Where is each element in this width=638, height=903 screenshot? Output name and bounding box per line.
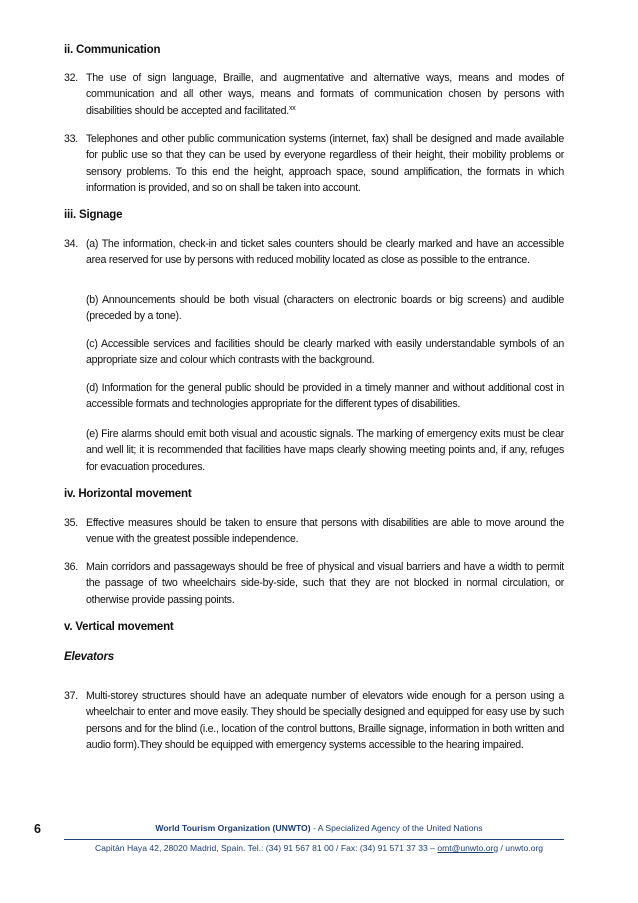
paragraph-number: 33. (64, 133, 78, 145)
paragraph-34b: (b) Announcements should be both visual (characters on electronic boards or big screens) and audible (preceded by a tone). (86, 294, 564, 323)
paragraph-35 (64, 515, 564, 548)
paragraph-number: 36. (64, 561, 78, 573)
paragraph-32 (64, 70, 564, 119)
paragraph-text: Multi-storey structures should have an adequate number of elevators wide enough for a person using a wheelchair to enter and move easily. They should be specially designed and equipped for easy use by such persons and for the blind (i.e., location of the control buttons, Braille signage, information in both written and audio form).They should be equipped with emergency systems accessible to the hearing impaired. (86, 690, 564, 752)
organization-tagline: - A Specialized Agency of the United Nations (310, 823, 483, 833)
heading-horizontal-movement: iv. Horizontal movement (64, 488, 192, 500)
paragraph-34 (64, 236, 564, 269)
footnote-ref: xx (288, 104, 296, 112)
paragraph-37 (64, 688, 564, 754)
paragraph-33 (64, 131, 564, 197)
page-number: 6 (34, 822, 41, 836)
paragraph-text: Effective measures should be taken to ensure that persons with disabilities are able to move around the venue with the greatest possible independence. (86, 517, 564, 546)
paragraph-36 (64, 559, 564, 608)
address-text: Capitán Haya 42, 28020 Madrid, Spain. Tel.: (34) 91 567 81 00 / Fax: (34) 91 571 37 33 – (94, 843, 438, 853)
paragraph-number: 37. (64, 690, 78, 702)
heading-communication: ii. Communication (64, 44, 161, 56)
paragraph-text: Telephones and other public communication systems (internet, fax) shall be designed and made available for public use so that they can be used by everyone regardless of their height, their mobility problems or sensory problems. To this end the height, approach space, sound amplification, the formats in which information is provided, and so on shall be taken into account. (86, 133, 564, 195)
paragraph-34e: (e) Fire alarms should emit both visual and acoustic signals. The marking of emergency exits must be clear and well lit; it is recommended that facilities have maps clearly showing meeting points and, if any, refuges for evacuation procedures. (86, 428, 564, 473)
paragraph-number: 35. (64, 517, 78, 529)
paragraph-number: 32. (64, 72, 78, 84)
footer-organization (0, 823, 638, 833)
organization-name: World Tourism Organization (UNWTO) (155, 823, 311, 833)
website-text: unwto.org (505, 843, 544, 853)
paragraph-text: The use of sign language, Braille, and augmentative and alternative ways, means and modes of communication and all other ways, means and formats of communication chosen by persons with disabilities should be accepted and facilitated. (86, 72, 564, 117)
paragraph-34c: (c) Accessible services and facilities should be clearly marked with easily understandable symbols of an appropriate size and colour which contrasts with the background. (86, 338, 564, 367)
paragraph-text: (a) The information, check-in and ticket sales counters should be clearly marked and have an accessible area reserved for use by persons with reduced mobility located as close as possible to the entrance. (86, 238, 564, 267)
footer-separator: / (498, 843, 506, 853)
email-link[interactable]: omt@unwto.org (437, 843, 499, 853)
footer-divider (64, 839, 564, 840)
heading-elevators: Elevators (64, 651, 114, 663)
heading-vertical-movement: v. Vertical movement (64, 621, 174, 633)
heading-signage: iii. Signage (64, 209, 123, 221)
paragraph-text: Main corridors and passageways should be free of physical and visual barriers and have a width to permit the passage of two wheelchairs side-by-side, such that they are not blocked in normal circulation, or otherwise provide passing points. (86, 561, 564, 606)
paragraph-34d: (d) Information for the general public should be provided in a timely manner and without additional cost in accessible formats and technologies appropriate for the different types of disabilities. (86, 382, 564, 411)
footer-address (0, 843, 638, 853)
paragraph-number: 34. (64, 238, 78, 250)
